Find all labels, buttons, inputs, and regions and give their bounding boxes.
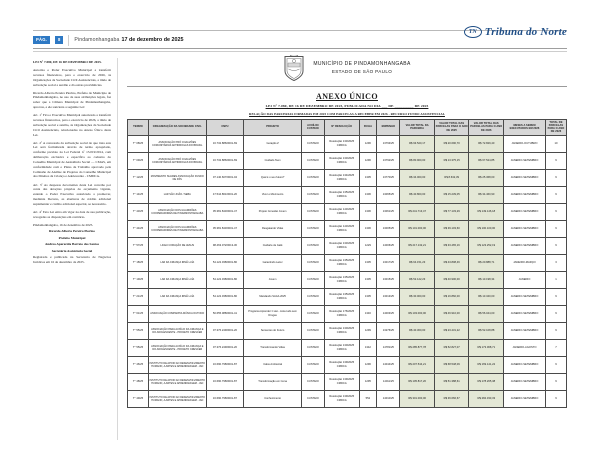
cell-ficha: 1299 [359, 322, 377, 339]
cell-valor-2025: R$ 46.910,00 [434, 305, 469, 322]
cell-valor-total: R$ 30.000,00 [400, 288, 435, 305]
cell-auxilio: CUSTEIO [301, 152, 324, 169]
cell-empenho: 13017/25 [377, 254, 400, 271]
cell-total-parcelas: 9 [545, 373, 566, 390]
cell-projeto: Calos Ambiental [244, 356, 302, 373]
cell-projeto: Conhecimento [244, 390, 302, 407]
cell-resolucao: Resolução 135/2025 CMDCA [324, 254, 359, 271]
cell-auxilio: CUSTEIO [301, 339, 324, 356]
law-place-date: Pindamonhangaba, 16 de dezembro de 2025. [33, 222, 94, 227]
cell-empenho: 14006/25 [377, 237, 400, 254]
cell-valor-total: R$ 101.000,00 [400, 220, 435, 237]
cell-auxilio: CUSTEIO [301, 169, 324, 186]
law-paragraph: Autoriza o Poder Executivo Municipal a transferir recursos financeiros, para o exercício de 2026, às Organizações da Sociedade Civil Assistenciais, a título de subvenção social e auxílio e dá outras providências. [33, 68, 111, 87]
cell-ficha: 1295 [359, 373, 377, 390]
annex-law-reference: LEI Nº 7.080, DE 16 DE DEZEMBRO DE 2025, PUBLICADA NO DIA ___ DE __________ DE 2025 [265, 103, 429, 108]
publication-name: Tribuna do Norte [484, 26, 567, 38]
cell-resolucao: Resolução 135/2025 CMDCA [324, 288, 359, 305]
cell-osc: LAR DA CRIANÇA IRMÃ LUÍA [148, 271, 206, 288]
cell-valor-2025: R$ 15.239,05 [434, 186, 469, 203]
cell-projeto: Transformação em Cena [244, 373, 302, 390]
masthead [33, 26, 567, 49]
law-paragraph: Art. 4º Esta Lei entra em vigor na data de sua publicação, revogadas as disposições em contrário. [33, 209, 111, 219]
cell-termo: T° 09/25 [128, 152, 149, 169]
law-paragraph: Art. 3º As despesas decorrentes desta Lei correrão por conta das dotações próprias do orçamento vigente, estando o Poder Executivo autorizado a promover, mediante Decreto, as aberturas de crédito adicional suplementar e crédito adicional especial, se necessário. [33, 182, 111, 206]
cell-ficha: 1342 [359, 339, 377, 356]
state-name: ESTADO DE SÃO PAULO [331, 68, 393, 74]
cell-valor-total: R$ 105.817,20 [400, 373, 435, 390]
column-header-osc: ORGANIZAÇÃO DA SOCIEDADE CIVIL [148, 119, 206, 135]
cell-osc: LICEU CORAÇÃO DE JESUS [148, 237, 206, 254]
cell-projeto: Cuidarte de Galê [244, 237, 302, 254]
cell-cnpj: 07.140.607/0001-04 [206, 169, 244, 186]
cell-meses: JANEIRO-SETEMBRO [504, 305, 546, 322]
cell-meses: JANEIRO-SETEMBRO [504, 373, 546, 390]
cell-empenho: 13065/25 [377, 186, 400, 203]
cell-empenho: 14781/25 [377, 339, 400, 356]
cell-valor-2026: R$ 25.368,00 [469, 169, 504, 186]
cell-meses: JANEIRO-SETEMBRO [504, 356, 546, 373]
cell-auxilio: CUSTEIO [301, 288, 324, 305]
cell-valor-total: R$ 103.000,00 [400, 305, 435, 322]
table-header-row [128, 119, 567, 135]
cell-resolucao: Resolução 135/2025 CMDCA [324, 186, 359, 203]
table-row [128, 356, 567, 373]
cell-valor-total: R$ 207.544,21 [400, 356, 435, 373]
cell-projeto: Viver e Movimento [244, 186, 302, 203]
cell-total-parcelas: 3 [545, 254, 566, 271]
cell-osc: INSTITUTO DE APOIO AO DESENVOLVIMENTO HUMANO, A ARTES E APRENDIZAGEM - IAD [148, 390, 206, 407]
cell-meses: JANEIRO-SETEMBRO [504, 169, 546, 186]
cell-osc: LAR SÃO JOÃO / SEBA [148, 186, 206, 203]
cell-valor-2026: R$ 52.108,88 [469, 322, 504, 339]
cell-valor-2026: R$ 67.524,85 [469, 152, 504, 169]
cell-ficha: 1229 [359, 237, 377, 254]
cell-valor-2026: R$ 123.252,19 [469, 237, 504, 254]
cell-valor-2025: R$ 23.431,22 [434, 322, 469, 339]
cell-osc: LAR DA CRIANÇA IRMÃ LUÍA [148, 288, 206, 305]
cell-auxilio: CUSTEIO [301, 186, 324, 203]
cell-auxilio: CUSTEIO [301, 135, 324, 152]
column-divider [117, 58, 118, 440]
cell-valor-2025: R$ 20.690,70 [434, 135, 469, 152]
cell-valor-2026: R$ 34.460,90 [469, 186, 504, 203]
cell-cnpj: 07.376.249/0001-20 [206, 339, 244, 356]
cell-total-parcelas: 9 [545, 220, 566, 237]
publication-logo [464, 26, 567, 38]
table-row [128, 237, 567, 254]
cell-meses: JANEIRO-OUTUBRO [504, 135, 546, 152]
cell-cnpj: 50.655.088/0001-41 [206, 305, 244, 322]
cell-osc: ASSOCIAÇÃO PARA AUXÍLIO DA CRIANÇA E DO ADOLESCENTE - PROJETO CRESCER [148, 322, 206, 339]
page-label: PÁG. [33, 36, 50, 44]
annex-title: ANEXO ÚNICO [316, 92, 378, 101]
cell-resolucao: Resolução 143/2025 CMDCA [324, 220, 359, 237]
cell-projeto: Projeto Conexão Jovem [244, 203, 302, 220]
cell-projeto: Transformando Vidas [244, 339, 302, 356]
cell-valor-2025: R$ 68.548,09 [434, 356, 469, 373]
cell-cnpj: 47.544.861/0001-20 [206, 186, 244, 203]
cell-cnpj: 54.122.038/0001-80 [206, 254, 244, 271]
cell-auxilio: CUSTEIO [301, 373, 324, 390]
cell-valor-2025: R$ 13.375,15 [434, 152, 469, 169]
column-header-total-parcelas: TOTAL DE PARCELAS PARA O ANO DE 2026 [545, 119, 566, 135]
cell-cnpj: 16.732.886/0001-69 [206, 135, 244, 152]
cell-projeto: Jovem [244, 271, 302, 288]
cell-osc: ASSOCIAÇÃO DOS GUARDIÕES COOPERADORES DE PINDAMONHANGABA [148, 220, 206, 237]
cell-valor-2026: R$ 178.265,38 [469, 373, 504, 390]
cell-valor-total: R$ 301.000,00 [400, 390, 435, 407]
masthead-divider [68, 35, 69, 46]
table-row [128, 152, 567, 169]
cell-ficha: 1306 [359, 203, 377, 220]
cell-termo: T° 46/25 [128, 356, 149, 373]
masthead-date: 17 de dezembro de 2025 [121, 37, 184, 43]
cell-total-parcelas: 9 [545, 305, 566, 322]
registration-note: Registrada e publicada na Secretaria de Negócios Jurídicos em 16 de dezembro de 2025. [33, 254, 111, 264]
cell-cnpj: 16.732.886/0001-69 [206, 152, 244, 169]
table-row [128, 135, 567, 152]
page-number: 8 [55, 36, 63, 44]
cell-valor-total: R$ 34.000,00 [400, 169, 435, 186]
signatory-role: Prefeito Municipal [58, 235, 86, 240]
cell-valor-2026: R$ 100.100,00 [469, 220, 504, 237]
municipality-name: MUNICÍPIO DE PINDAMONHANGABA [313, 61, 411, 68]
cell-resolucao: Resolução 139/2025 CMDCA [324, 356, 359, 373]
column-header-valor-2025: VALOR TOTAL DAS PARCELAS PARA O ANO DE 2025 [434, 119, 469, 135]
cell-valor-2026: R$ 20.888,71 [469, 254, 504, 271]
cell-meses: JANEIRO-SETEMBRO [504, 288, 546, 305]
annex-relation-title: RELAÇÃO DAS PARCERIAS FIRMADAS EM 2025 COM PARCELAS A RECEBER EM 2026 - RECURSO FUNDO ASSISTENCIAL [249, 111, 445, 116]
cell-valor-total: R$ 52.122,23 [400, 271, 435, 288]
cell-termo: T° 12/25 [128, 169, 149, 186]
cell-total-parcelas: 9 [545, 322, 566, 339]
cell-total-parcelas: 9 [545, 390, 566, 407]
cell-empenho: 14010/25 [377, 390, 400, 407]
cell-auxilio: CUSTEIO [301, 254, 324, 271]
cell-valor-2025: R$ 16.860,00 [434, 288, 469, 305]
cell-meses: JANEIRO-SETEMBRO [504, 186, 546, 203]
cell-ficha: 552 [359, 390, 377, 407]
cell-cnpj: 16.690.798/0001-87 [206, 356, 244, 373]
cell-valor-2026: R$ 13.340,00 [469, 288, 504, 305]
table-row [128, 390, 567, 407]
annex-document [127, 55, 567, 408]
cell-valor-2026: R$ 72.829,40 [469, 135, 504, 152]
cell-cnpj: 54.122.038/0001-80 [206, 271, 244, 288]
column-header-cnpj: CNPJ [206, 119, 244, 135]
cell-termo: T° 43/25 [128, 203, 149, 220]
cell-projeto: Qual é o seu futuro? [244, 169, 302, 186]
cell-total-parcelas: 9 [545, 203, 566, 220]
cell-meses: JANEIRO [504, 271, 546, 288]
cell-ficha: 1296 [359, 152, 377, 169]
signatory-role-secondary: Secretária Assistência Social [51, 248, 93, 253]
cell-total-parcelas: 9 [545, 186, 566, 203]
cell-projeto: Mandando SAGA 2025 [244, 288, 302, 305]
cell-valor-2025: R$ 33.465,16 [434, 237, 469, 254]
cell-ficha: 1305 [359, 288, 377, 305]
signatory-name-secondary: Andrea Aparecida Barreto dos Santos [44, 242, 100, 247]
masthead-rule-secondary [33, 51, 567, 52]
cell-ficha: 1305 [359, 271, 377, 288]
cell-auxilio: CUSTEIO [301, 305, 324, 322]
cell-valor-total: R$ 64.151,23 [400, 254, 435, 271]
cell-osc: INSTITUTO DE APOIO AO DESENVOLVIMENTO HUMANO, A ARTES E APRENDIZAGEM - IAD [148, 356, 206, 373]
cell-meses: JANEIRO-SETEMBRO [504, 322, 546, 339]
cell-total-parcelas: 9 [545, 237, 566, 254]
cell-empenho: 14011/25 [377, 373, 400, 390]
cell-ficha: 1296 [359, 356, 377, 373]
cell-projeto: Cuidado Teen [244, 152, 302, 169]
masthead-left [33, 36, 63, 44]
cell-valor-total: R$ 80.900,00 [400, 152, 435, 169]
cell-valor-2026: R$ 56.044,00 [469, 305, 504, 322]
cell-resolucao: Resolução 139/2025 CMDCA [324, 390, 359, 407]
cell-termo: T° 55/25 [128, 339, 149, 356]
cell-total-parcelas: 9 [545, 169, 566, 186]
table-row [128, 339, 567, 356]
law-paragraph: Art. 2º A concessão da subvenção social de que trata esta Lei será formalizada através de termo apropriado, conforme previsto na Lei Federal nº 13.019/2014, com deliberação exclusiva e específica ao cadastro do Conselho Municipal de Assistência Social — CMAS, em conformidade com o Plano de Trabalho aprovado pela Comissão de Análise de Projetos do Conselho Municipal dos Direitos da Criança e Adolescente - CMDCA. [33, 140, 111, 179]
cell-empenho: 13793/25 [377, 135, 400, 152]
cell-valor-2025: R$ 77.133,29 [434, 203, 469, 220]
cell-meses: JANEIRO-SETEMBRO [504, 237, 546, 254]
table-row [128, 322, 567, 339]
table-row [128, 373, 567, 390]
cell-cnpj: 54.122.038/0001-80 [206, 288, 244, 305]
cell-ficha: 1346 [359, 305, 377, 322]
cell-empenho: 13792/25 [377, 152, 400, 169]
cell-ficha: 1306 [359, 220, 377, 237]
cell-osc: ASSOCIAÇÃO PARA AUXÍLIO DA CRIANÇA E DO ADOLESCENTE - PROJETO CRESCER [148, 339, 206, 356]
cell-resolucao: Resolução 143/2025 CMDCA [324, 203, 359, 220]
law-paragraph: Ricardo Alberto Pereira Piorino, Prefeito do Município de Pindamonhangaba, no uso de suas atribuições legais, faz saber que a Câmara Municipal de Pindamonhangaba, aprovou, e ele sanciona a seguinte Lei: [33, 90, 111, 110]
signatory-name: Ricardo Alberto Pereira Piorino [49, 229, 95, 234]
cell-valor-total: R$ 40.800,00 [400, 186, 435, 203]
table-row [128, 169, 567, 186]
cell-valor-total: R$ 40.300,00 [400, 322, 435, 339]
table-row [128, 220, 567, 237]
partnerships-table [127, 119, 567, 408]
cell-valor-2026: R$ 173.068,71 [469, 339, 504, 356]
table-row [128, 288, 567, 305]
cell-cnpj: 05.381.843/0001-47 [206, 203, 244, 220]
cell-total-parcelas: 10 [545, 135, 566, 152]
cell-ficha: 1305 [359, 169, 377, 186]
cell-empenho: 13061/25 [377, 203, 400, 220]
cell-meses: JANEIRO-SETEMBRO [504, 203, 546, 220]
cell-termo: T° 44/25 [128, 220, 149, 237]
cell-valor-2026: R$ 13.198,34 [469, 271, 504, 288]
cell-auxilio: CUSTEIO [301, 390, 324, 407]
cell-termo: T° 55/25 [128, 322, 149, 339]
cell-valor-total: R$ 217.132,21 [400, 237, 435, 254]
cell-resolucao: Resolução 176/2025 CMDCA [324, 305, 359, 322]
cell-auxilio: CUSTEIO [301, 203, 324, 220]
cell-termo: T° 49/25 [128, 390, 149, 407]
law-text-column [33, 60, 111, 438]
cell-projeto: Sementes do Futuro [244, 322, 302, 339]
cell-valor-2025: R$ 39.103,60 [434, 220, 469, 237]
cell-resolucao: Resolução 133/2025 CMDCA [324, 237, 359, 254]
cell-resolucao: Resolução 133/2025 CMDCA [324, 135, 359, 152]
cell-auxilio: CUSTEIO [301, 271, 324, 288]
cell-total-parcelas: 9 [545, 356, 566, 373]
column-header-empenho: EMPENHO [377, 119, 400, 135]
cell-valor-2025: R$ 51.388,61 [434, 373, 469, 390]
cell-total-parcelas: 9 [545, 288, 566, 305]
cell-projeto: Programa Aprender C até - Lista tudo sem Drogas [244, 305, 302, 322]
cell-meses: JANEIRO-SETEMBRO [504, 220, 546, 237]
cell-valor-2025: R$ 52.827,07 [434, 339, 469, 356]
coat-of-arms-icon [283, 55, 305, 82]
document-header [127, 55, 567, 82]
table-row [128, 305, 567, 322]
cell-termo: T° 18/25 [128, 254, 149, 271]
column-header-ficha: FICHA [359, 119, 377, 135]
cell-valor-2025: R$ 36.666,67 [434, 390, 469, 407]
cell-osc: ASSOCIAÇÃO DOS GUARDIÕES COOPERADORES DE PINDAMONHANGABA [148, 203, 206, 220]
cell-empenho: 13770/25 [377, 169, 400, 186]
cell-valor-total: R$ 93.520,17 [400, 135, 435, 152]
cell-ficha: 1296 [359, 135, 377, 152]
cell-empenho: 13013/25 [377, 288, 400, 305]
cell-valor-2025: R$ 40.900,00 [434, 271, 469, 288]
cell-termo: T° 48/25 [128, 373, 149, 390]
cell-valor-2025: R$ 43.808,46 [434, 254, 469, 271]
cell-ficha: 1305 [359, 254, 377, 271]
cell-resolucao: Resolução 133/2025 CMDCA [324, 152, 359, 169]
column-header-meses: MESES A SEREM EXECUTADOS EM 2026 [504, 119, 546, 135]
column-header-resolucao: Nº RESOLUÇÃO [324, 119, 359, 135]
cell-cnpj: 05.381.843/0001-47 [206, 220, 244, 237]
cell-termo: T° 21/25 [128, 288, 149, 305]
cell-valor-2025: R$ 8.632,39 [434, 169, 469, 186]
cell-projeto: Geração Z [244, 135, 302, 152]
cell-resolucao: Resolução 139/2025 CMDCA [324, 373, 359, 390]
column-header-valor-total: VALOR TOTAL DA PARCERIA [400, 119, 435, 135]
cell-meses: JANEIRO-AGOSTO [504, 339, 546, 356]
table-body [128, 135, 567, 407]
cell-cnpj: 16.690.798/0001-87 [206, 390, 244, 407]
law-paragraph: Art. 1º Fica o Executivo Municipal autorizado a transferir recursos financeiros, para o exercício de 2026, a título de subvenção social e auxílio, às Organizações da Sociedade Civil Assistenciais, relacionadas no Anexo Único desta Lei. [33, 113, 111, 137]
cell-valor-total: R$ 285.877,78 [400, 339, 435, 356]
cell-osc: LAR DA CRIANÇA IRMÃ LUÍA [148, 254, 206, 271]
cell-valor-2026: R$ 284.333,33 [469, 390, 504, 407]
cell-total-parcelas: 1 [545, 271, 566, 288]
cell-auxilio: CUSTEIO [301, 356, 324, 373]
cell-resolucao: Resolução 134/2025 CMDCA [324, 169, 359, 186]
cell-osc: ASSOCIAÇÃO PRÓ COALIZÕES COMUNITÁRIAS ANTIDROGAS DO BRASIL [148, 135, 206, 152]
municipality-block [313, 61, 410, 75]
cell-meses: JANEIRO-SETEMBRO [504, 390, 546, 407]
cell-termo: T° 14/25 [128, 186, 149, 203]
cell-termo: T° 61/25 [128, 305, 149, 322]
cell-empenho: 14003/25 [377, 305, 400, 322]
cell-osc: INSTITUTO DE APOIO AO DESENVOLVIMENTO HUMANO, A ARTES E APRENDIZAGEM - IAD [148, 373, 206, 390]
cell-projeto: Garantindo Lazer [244, 254, 302, 271]
table-row [128, 254, 567, 271]
cell-resolucao: Resolução 130/2025 CMDCA [324, 339, 359, 356]
cell-valor-total: R$ 241.713,47 [400, 203, 435, 220]
cell-auxilio: CUSTEIO [301, 220, 324, 237]
cell-osc: ASSOCIAÇÃO PRÓ COALIZÕES COMUNITÁRIAS ANTIDROGAS DO BRASIL [148, 152, 206, 169]
cell-osc: ASSOCIAÇÃO COMPANHIA MÚSICA OUTONO [148, 305, 206, 322]
cell-cnpj: 16.690.798/0001-87 [206, 373, 244, 390]
cell-cnpj: 07.376.249/0001-20 [206, 322, 244, 339]
cell-auxilio: CUSTEIO [301, 322, 324, 339]
cell-cnpj: 98.463.072/0013-30 [206, 237, 244, 254]
cell-resolucao: Resolução 130/2025 CMDCA [324, 322, 359, 339]
column-header-auxilio: AUXÍLIO/ CUSTEIO [301, 119, 324, 135]
cell-meses: JANEIRO-MARÇO [504, 254, 546, 271]
cell-ficha: 1306 [359, 186, 377, 203]
cell-termo: T° 08/25 [128, 135, 149, 152]
cell-total-parcelas: 9 [545, 152, 566, 169]
masthead-city: Pindamonhangaba [74, 37, 120, 43]
cell-osc: MOVIMENTO SUARES ASSOCIAÇÃO FUNDO DE PÁS [148, 169, 206, 186]
table-row [128, 271, 567, 288]
table-row [128, 186, 567, 203]
cell-total-parcelas: 7 [545, 339, 566, 356]
table-row [128, 203, 567, 220]
cell-valor-2026: R$ 169.141,22 [469, 356, 504, 373]
cell-empenho: 13005/25 [377, 220, 400, 237]
column-header-projeto: PROJETO [244, 119, 302, 135]
column-header-termo: TERMO [128, 119, 149, 135]
cell-empenho: 13015/25 [377, 271, 400, 288]
cell-projeto: Resgatando Vidas [244, 220, 302, 237]
law-heading: LEI Nº 7.080, DE 16 DE DEZEMBRO DE 2025. [33, 60, 102, 64]
cell-empenho: 14044/25 [377, 356, 400, 373]
cell-resolucao: Resolução 135/2025 CMDCA [324, 271, 359, 288]
column-header-valor-2026: VALOR TOTAL DAS PARCELAS PARA O ANO DE 2026 [469, 119, 504, 135]
cell-auxilio: CUSTEIO [301, 237, 324, 254]
cell-termo: T° 19/25 [128, 271, 149, 288]
header-rule [127, 86, 567, 87]
tribuna-monogram-icon: TN [464, 26, 482, 38]
cell-termo: T° 57/25 [128, 237, 149, 254]
cell-meses: JANEIRO-SETEMBRO [504, 152, 546, 169]
cell-valor-2026: R$ 149.146,18 [469, 203, 504, 220]
cell-empenho: 13276/25 [377, 322, 400, 339]
masthead-rule [33, 48, 567, 49]
